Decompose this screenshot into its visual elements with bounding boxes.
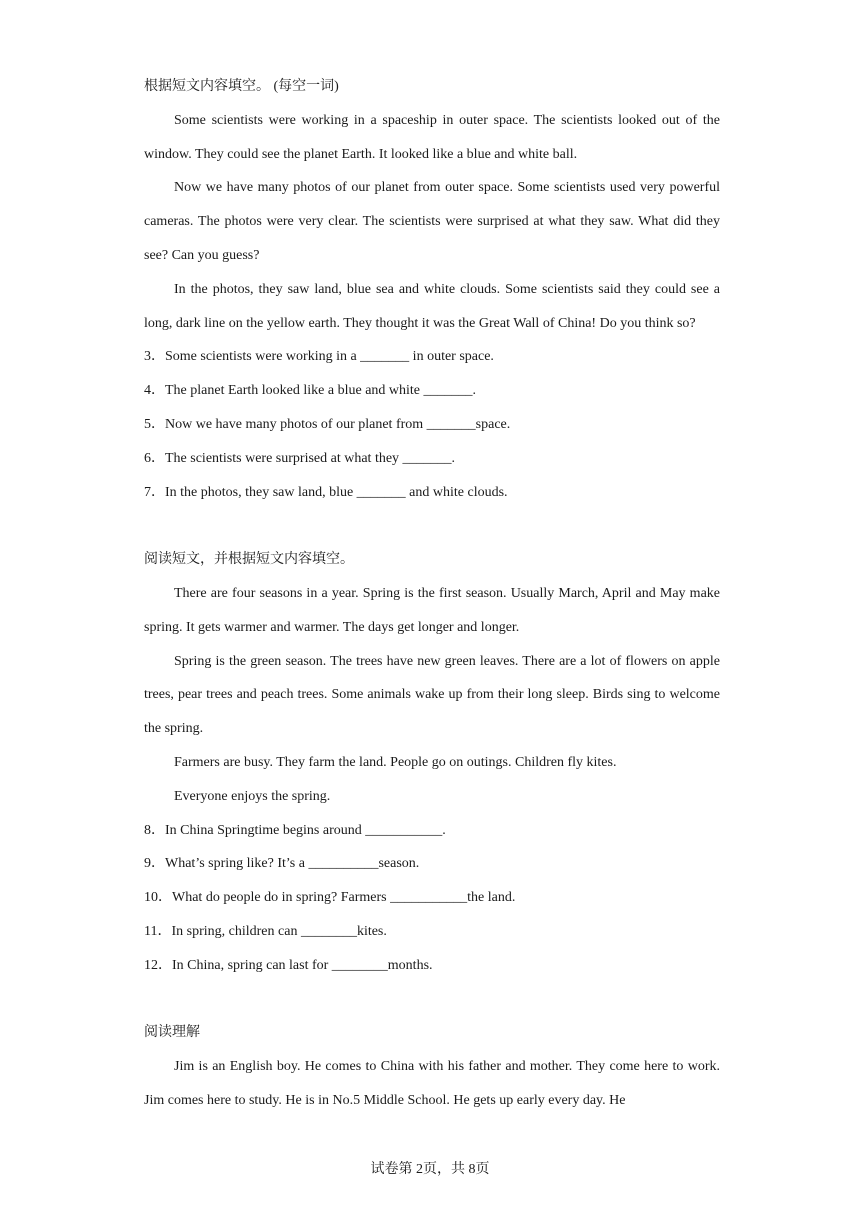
passage-paragraph: Farmers are busy. They farm the land. People go on outings. Children fly kites. <box>174 754 617 770</box>
passage-paragraph: In the photos, they saw land, blue sea and white clouds. Some scientists said they could see a long, dark line on the yellow earth. They thought it was the Great Wall of China! Do you think so? <box>144 281 720 331</box>
section-spacer <box>144 509 720 543</box>
section-spacer <box>144 983 720 1017</box>
passage-paragraph: There are four seasons in a year. Spring is the first season. Usually March, April and May make spring. It gets warmer and warmer. The days get longer and longer. <box>144 585 720 635</box>
page-footer: 试卷第 2页，共 8页 <box>370 1162 490 1177</box>
passage-paragraph: Everyone enjoys the spring. <box>174 788 331 804</box>
question-item: 5．Now we have many photos of our planet from _______space. <box>144 416 511 432</box>
question-item: 10．What do people do in spring? Farmers ___________the land. <box>144 890 516 906</box>
question-item: 9．What’s spring like? It’s a __________season. <box>144 856 420 872</box>
passage-paragraph: Spring is the green season. The trees have new green leaves. There are a lot of flowers on apple trees, pear trees and peach trees. Some animals wake up from their long sleep. Birds sing to welcome the spring. <box>144 653 720 737</box>
question-item: 12．In China, spring can last for ________months. <box>144 957 433 973</box>
question-item: 4．The planet Earth looked like a blue and white _______. <box>144 383 477 399</box>
section-heading: 阅读短文，并根据短文内容填空。 <box>144 552 354 568</box>
passage-paragraph: Now we have many photos of our planet from outer space. Some scientists used very powerful cameras. The photos were very clear. The scientists were surprised at what they saw. What did they see? Can you guess? <box>144 180 720 263</box>
section-heading: 根据短文内容填空。 (每空一词) <box>144 79 339 94</box>
question-item: 6．The scientists were surprised at what they _______. <box>144 450 456 466</box>
section-heading: 阅读理解 <box>144 1025 200 1041</box>
passage-paragraph: Some scientists were working in a spaceship in outer space. The scientists looked out of the window. They could see the planet Earth. It looked like a blue and white ball. <box>144 112 720 162</box>
question-item: 7．In the photos, they saw land, blue _______ and white clouds. <box>144 484 508 500</box>
passage-paragraph: Jim is an English boy. He comes to China with his father and mother. They come here to work. Jim comes here to study. He is in No.5 Middle School. He gets up early every day. He <box>144 1059 720 1108</box>
question-item: 11．In spring, children can ________kites. <box>144 923 387 939</box>
question-item: 8．In China Springtime begins around ___________. <box>144 822 446 838</box>
page-content <box>144 70 720 1118</box>
question-item: 3．Some scientists were working in a _______ in outer space. <box>144 349 494 365</box>
